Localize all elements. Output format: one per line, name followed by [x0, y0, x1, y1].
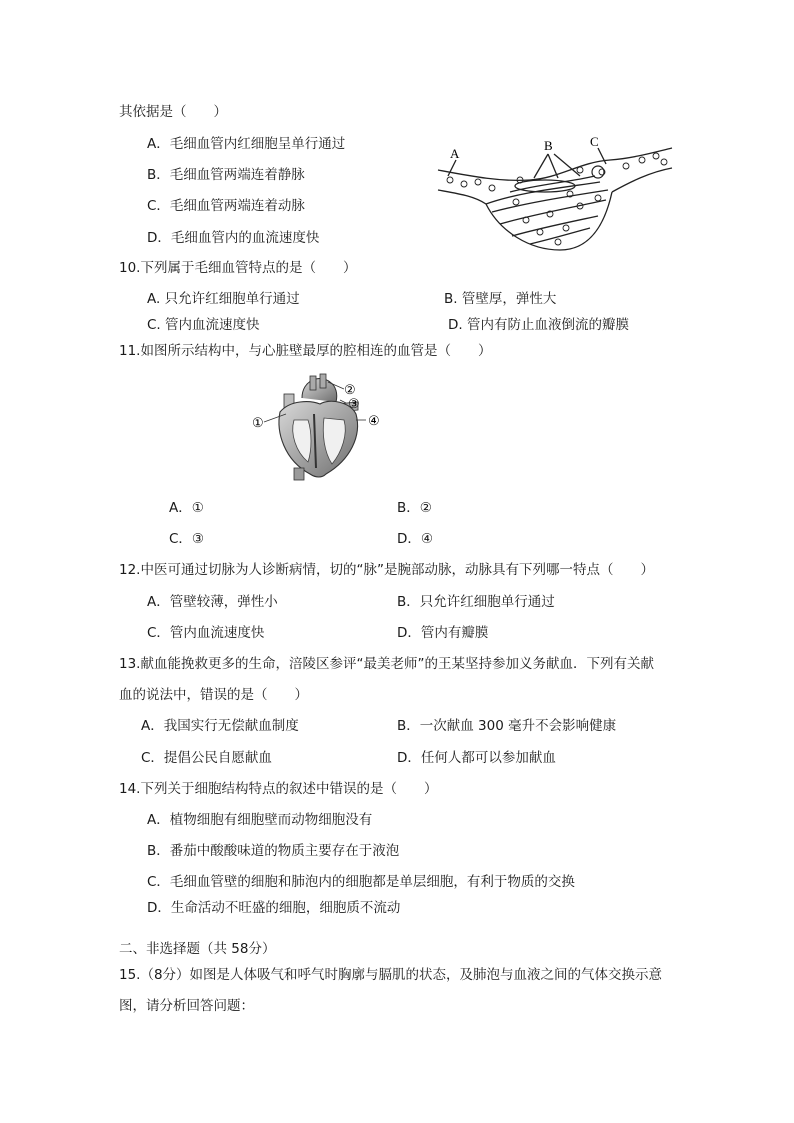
q9-option-c: C．毛细血管两端连着动脉	[147, 198, 305, 214]
q10-option-b: B. 管壁厚，弹性大	[444, 291, 557, 307]
q10-stem: 10.下列属于毛细血管特点的是（ ）	[119, 260, 357, 276]
q9-option-a: A．毛细血管内红细胞呈单行通过	[147, 136, 346, 152]
q15-stem-line2: 图，请分析回答问题：	[119, 998, 254, 1014]
capillary-label-c: C	[590, 134, 599, 149]
q10-option-c: C. 管内血流速度快	[147, 317, 260, 333]
q11-option-a: A．①	[169, 500, 204, 516]
q9-stem: 其依据是（ ）	[119, 104, 227, 120]
section-2-title: 二、非选择题（共 58分）	[119, 941, 276, 957]
q11-option-c: C．③	[169, 531, 205, 547]
q14-option-c: C．毛细血管壁的细胞和肺泡内的细胞都是单层细胞，有利于物质的交换	[147, 874, 575, 890]
heart-label-1: ①	[252, 415, 264, 430]
heart-label-3: ③	[348, 396, 360, 411]
q13-option-d: D．任何人都可以参加献血	[397, 750, 556, 766]
q15-stem-line1: 15.（8分）如图是人体吸气和呼气时胸廓与膈肌的状态，及肺泡与血液之间的气体交换示意	[119, 967, 663, 983]
q11-option-d: D．④	[397, 531, 433, 547]
heart-label-2: ②	[344, 382, 356, 397]
q14-option-b: B．番茄中酸酸味道的物质主要存在于液泡	[147, 843, 400, 859]
q11-option-b: B．②	[397, 500, 432, 516]
q13-stem-line1: 13.献血能挽救更多的生命，涪陵区参评“最美老师”的王某坚持参加义务献血．下列有关献	[119, 656, 654, 672]
q12-stem: 12.中医可通过切脉为人诊断病情，切的“脉”是腕部动脉，动脉具有下列哪一特点（ ）	[119, 562, 654, 578]
q12-option-a: A．管壁较薄，弹性小	[147, 594, 278, 610]
q12-option-c: C．管内血流速度快	[147, 625, 265, 641]
q9-option-d: D．毛细血管内的血流速度快	[147, 230, 320, 246]
q13-stem-line2: 血的说法中，错误的是（ ）	[119, 687, 308, 703]
q13-option-a: A．我国实行无偿献血制度	[141, 718, 299, 734]
capillary-label-a: A	[450, 146, 460, 161]
q14-option-a: A．植物细胞有细胞壁而动物细胞没有	[147, 812, 373, 828]
q13-option-b: B．一次献血 300 毫升不会影响健康	[397, 718, 617, 734]
q10-option-a: A. 只允许红细胞单行通过	[147, 291, 300, 307]
q11-stem: 11.如图所示结构中，与心脏壁最厚的腔相连的血管是（ ）	[119, 343, 492, 359]
capillary-network-figure	[430, 132, 680, 260]
q12-option-b: B．只允许红细胞单行通过	[397, 594, 555, 610]
q12-option-d: D．管内有瓣膜	[397, 625, 489, 641]
q14-option-d: D．生命活动不旺盛的细胞，细胞质不流动	[147, 900, 401, 916]
heart-label-4: ④	[368, 413, 380, 428]
q13-option-c: C．提倡公民自愿献血	[141, 750, 272, 766]
capillary-label-b: B	[544, 138, 553, 153]
heart-figure	[250, 372, 390, 482]
q9-option-b: B．毛细血管两端连着静脉	[147, 167, 305, 183]
q14-stem: 14.下列关于细胞结构特点的叙述中错误的是（ ）	[119, 781, 438, 797]
q10-option-d: D. 管内有防止血液倒流的瓣膜	[448, 317, 629, 333]
